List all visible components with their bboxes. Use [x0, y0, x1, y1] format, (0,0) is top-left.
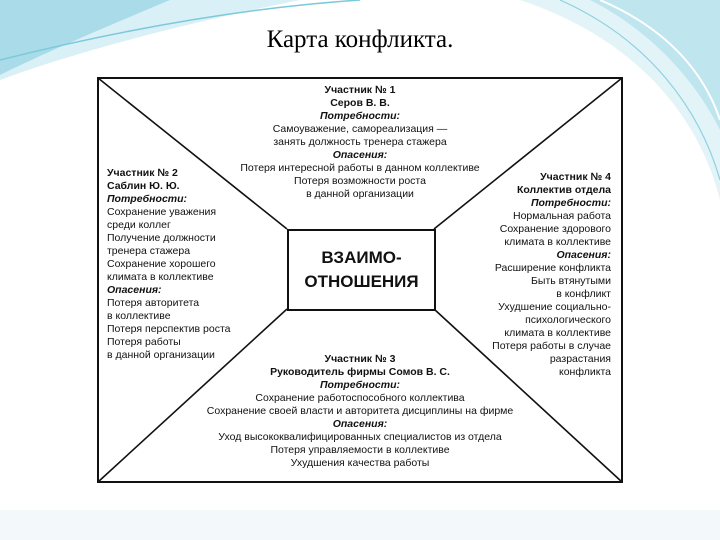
- participant2-fear: в коллективе: [107, 310, 171, 322]
- participant2-fear: в данной организации: [107, 349, 215, 361]
- participant4-need: климата в коллективе: [504, 236, 611, 248]
- participant4-fear: климата в коллективе: [504, 327, 611, 339]
- participant3-fear: Ухудшения качества работы: [290, 457, 430, 469]
- participant3-need: Сохранение работоспособного коллектива: [255, 392, 465, 404]
- participant1-fears-label: Опасения:: [332, 149, 388, 161]
- center-label-line1: ВЗАИМО-: [321, 248, 402, 267]
- participant4-fear: Расширение конфликта: [494, 262, 611, 274]
- participant4-label: Участник № 4: [540, 171, 611, 183]
- participant4-fear: конфликта: [559, 366, 611, 378]
- participant4-fears-label: Опасения:: [556, 249, 611, 261]
- participant3-block: [160, 353, 560, 470]
- participant3-label: Участник № 3: [324, 353, 396, 365]
- participant4-fear: Потеря работы в случае: [492, 340, 611, 352]
- participant2-need: Сохранение уважения: [107, 206, 217, 218]
- participant4-fear: Быть втянутыми: [531, 275, 611, 287]
- participant4-block: [453, 171, 611, 379]
- participant1-need: занять должность тренера стажера: [273, 136, 447, 148]
- participant4-need: Нормальная работа: [513, 210, 611, 222]
- participant3-name: Руководитель фирмы Сомов В. С.: [270, 366, 450, 378]
- participant2-need: Получение должности: [107, 232, 216, 244]
- participant4-name: Коллектив отдела: [517, 184, 611, 196]
- participant4-fear: разрастания: [549, 353, 611, 365]
- participant1-fear: Потеря возможности роста: [294, 175, 426, 187]
- participant2-fears-label: Опасения:: [107, 284, 162, 296]
- participant2-need: тренера стажера: [107, 245, 191, 257]
- participant3-fears-label: Опасения:: [332, 418, 388, 430]
- participant3-need: Сохранение своей власти и авторитета дисциплины на фирме: [206, 405, 514, 417]
- slide-title: Карта конфликта.: [266, 26, 454, 53]
- participant2-name: Саблин Ю. Ю.: [107, 180, 180, 192]
- participant4-needs-label: Потребности:: [530, 197, 611, 209]
- center-label-line2: ОТНОШЕНИЯ: [304, 272, 419, 291]
- participant2-fear: Потеря работы: [107, 336, 181, 348]
- participant2-need: Сохранение хорошего: [107, 258, 216, 270]
- participant1-name: Серов В. В.: [330, 97, 390, 109]
- participant1-need: Самоуважение, самореализация —: [272, 123, 448, 135]
- participant2-block: [107, 167, 257, 362]
- participant4-fear: психологического: [525, 314, 611, 326]
- participant1-label: Участник № 1: [324, 84, 396, 96]
- participant1-fear: в данной организации: [306, 188, 414, 200]
- participant4-fear: в конфликт: [556, 288, 611, 300]
- participant2-need: климата в коллективе: [107, 271, 214, 283]
- participant1-needs-label: Потребности:: [319, 110, 401, 122]
- center-relationships-box: [287, 229, 436, 311]
- participant3-fear: Потеря управляемости в коллективе: [270, 444, 450, 456]
- participant1-fear: Потеря интересной работы в данном коллективе: [240, 162, 480, 174]
- participant4-need: Сохранение здорового: [499, 223, 611, 235]
- participant2-fear: Потеря авторитета: [107, 297, 200, 309]
- conflict-map: [97, 77, 623, 483]
- participant3-fear: Уход высококвалифицированных специалистов из отдела: [218, 431, 502, 443]
- participant3-needs-label: Потребности:: [319, 379, 401, 391]
- participant2-fear: Потеря перспектив роста: [107, 323, 231, 335]
- participant4-fear: Ухудшение социально-: [498, 301, 611, 313]
- participant2-need: среди коллег: [107, 219, 171, 231]
- participant2-label: Участник № 2: [107, 167, 178, 179]
- participant2-needs-label: Потребности:: [107, 193, 188, 205]
